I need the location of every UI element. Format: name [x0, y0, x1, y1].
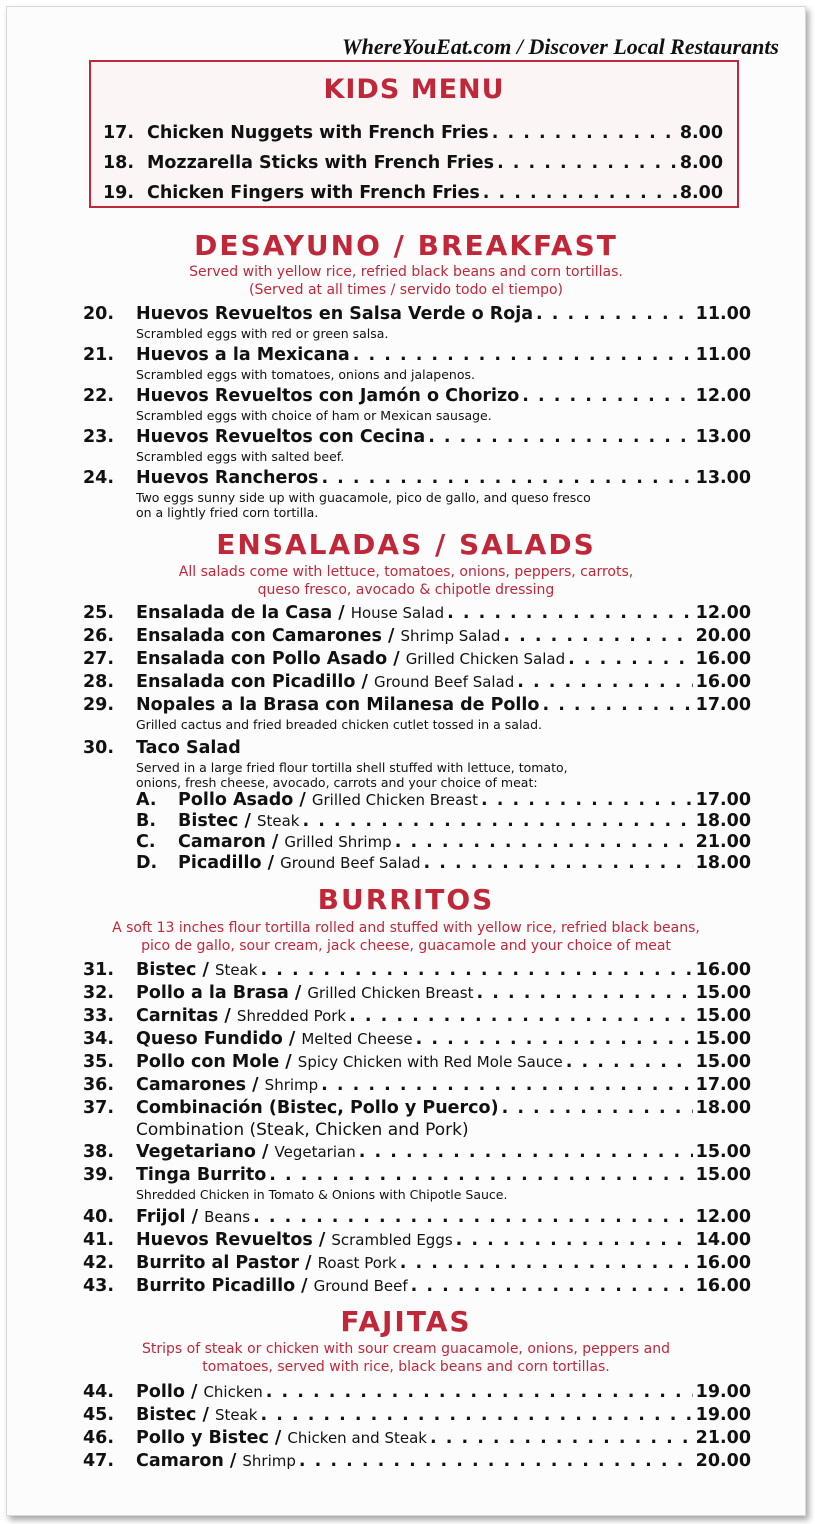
leader-dots [266, 1381, 693, 1404]
option-price: 18.00 [695, 853, 751, 873]
item-description: Scrambled eggs with tomatoes, onions and jalapenos. [136, 367, 475, 382]
item-name-en: House Salad [350, 604, 445, 622]
item-number: 29. [83, 695, 115, 715]
item-name-es: Camarones [136, 1075, 247, 1095]
item-description: onions, fresh cheese, avocado, carrots and your choice of meat: [136, 775, 538, 790]
item-name-en: Shrimp [264, 1076, 319, 1094]
leader-dots [536, 303, 693, 326]
item-number: 17. [103, 123, 135, 143]
menu-page [6, 6, 806, 1516]
item-name: Huevos Revueltos / Scrambled Eggs [136, 1230, 453, 1250]
item-price: 18.00 [695, 1098, 751, 1118]
item-name-es: Ensalada con Camarones [136, 626, 382, 646]
item-name: Pollo y Bistec / Chicken and Steak [136, 1428, 427, 1448]
item-name: Pollo con Mole / Spicy Chicken with Red Mole Sauce [136, 1052, 563, 1072]
item-name-en: Grilled Chicken Breast [307, 984, 474, 1002]
item-price: 19.00 [695, 1405, 751, 1425]
item-name: Combinación (Bistec, Pollo y Puerco) [136, 1098, 499, 1118]
item-name: Tinga Burrito [136, 1165, 267, 1185]
option-price: 18.00 [695, 811, 751, 831]
kids-menu-box [89, 60, 739, 208]
option-name: Camaron / Grilled Shrimp [178, 832, 392, 852]
item-number: 24. [83, 468, 115, 488]
leader-dots [395, 832, 693, 853]
item-number: 28. [83, 672, 115, 692]
menu-item [83, 1450, 751, 1473]
item-name-es: Queso Fundido [136, 1029, 283, 1049]
menu-item [83, 671, 751, 694]
item-price: 16.00 [695, 1276, 751, 1296]
option-name-en: Grilled Chicken Breast [311, 791, 478, 809]
item-description: on a lightly fried corn tortilla. [136, 505, 319, 520]
menu-item [83, 1427, 751, 1450]
item-name: Bistec / Steak [136, 960, 258, 980]
item-price: 12.00 [695, 386, 751, 406]
leader-dots [497, 148, 677, 178]
menu-item [83, 1275, 751, 1298]
leader-dots [481, 790, 693, 811]
kids-menu-items [103, 118, 723, 208]
option-letter: B. [136, 811, 156, 831]
menu-item [83, 426, 751, 467]
taco-option [83, 790, 751, 811]
item-description: Scrambled eggs with choice of ham or Mexican sausage. [136, 408, 492, 423]
fajitas-title: FAJITAS [340, 1305, 472, 1338]
option-name: Picadillo / Ground Beef Salad [178, 853, 421, 873]
item-price: 20.00 [695, 1451, 751, 1471]
item-name: Queso Fundido / Melted Cheese [136, 1029, 413, 1049]
item-number: 43. [83, 1276, 115, 1296]
item-number: 45. [83, 1405, 115, 1425]
menu-item [83, 1028, 751, 1051]
item-price: 16.00 [695, 1253, 751, 1273]
menu-item [83, 385, 751, 426]
item-name: Carnitas / Shredded Pork [136, 1006, 347, 1026]
leader-dots [411, 1275, 693, 1298]
item-price: 12.00 [695, 1207, 751, 1227]
option-letter: D. [136, 853, 158, 873]
item-number: 41. [83, 1230, 115, 1250]
item-name-es: Ensalada de la Casa [136, 603, 333, 623]
leader-dots [400, 1252, 693, 1275]
fajitas-items [83, 1381, 751, 1473]
item-name: Huevos a la Mexicana [136, 345, 350, 365]
burritos-note-line2: pico de gallo, sour cream, jack cheese, guacamole and your choice of meat [141, 938, 671, 954]
item-number: 37. [83, 1098, 115, 1118]
item-name: Bistec / Steak [136, 1405, 258, 1425]
option-letter: A. [136, 790, 157, 810]
menu-item [83, 694, 751, 737]
item-name-es: Bistec [136, 1405, 197, 1425]
menu-item [83, 648, 751, 671]
item-name-en: Shredded Pork [236, 1007, 347, 1025]
item-name: Ensalada con Picadillo / Ground Beef Salad [136, 672, 515, 692]
item-price: 13.00 [695, 427, 751, 447]
menu-item [83, 625, 751, 648]
item-price: 14.00 [695, 1230, 751, 1250]
leader-dots [269, 1164, 692, 1187]
option-letter: C. [136, 832, 156, 852]
item-name-es: Bistec [136, 960, 197, 980]
item-name: Camaron / Shrimp [136, 1451, 296, 1471]
item-name: Vegetariano / Vegetarian [136, 1142, 356, 1162]
item-name: Chicken Fingers with French Fries [147, 183, 480, 203]
item-description: Scrambled eggs with salted beef. [136, 449, 345, 464]
item-name-en: Scrambled Eggs [331, 1231, 453, 1249]
item-number: 33. [83, 1006, 115, 1026]
taco-option [83, 811, 751, 832]
leader-dots [517, 671, 692, 694]
item-name: Ensalada con Camarones / Shrimp Salad [136, 626, 501, 646]
item-number: 42. [83, 1253, 115, 1273]
leader-dots [260, 1404, 692, 1427]
option-name-es: Bistec [178, 811, 239, 831]
item-name-en: Chicken [203, 1383, 263, 1401]
menu-item [83, 1005, 751, 1028]
item-price: 12.00 [695, 603, 751, 623]
item-name-en: Vegetarian [274, 1143, 356, 1161]
menu-item [83, 1051, 751, 1074]
item-description: Scrambled eggs with red or green salsa. [136, 326, 389, 341]
item-number: 35. [83, 1052, 115, 1072]
item-number: 25. [83, 603, 115, 623]
item-price: 15.00 [695, 1029, 751, 1049]
item-name: Huevos Revueltos con Cecina [136, 427, 426, 447]
item-price: 15.00 [695, 1006, 751, 1026]
item-number: 30. [83, 738, 115, 758]
option-name-es: Picadillo [178, 853, 262, 873]
burritos-note-line1: A soft 13 inches flour tortilla rolled and stuffed with yellow rice, refried black beans, [112, 920, 700, 936]
breakfast-items [83, 303, 751, 520]
taco-option [83, 832, 751, 853]
option-name-en: Grilled Shrimp [284, 833, 392, 851]
item-name-en: Roast Pork [317, 1254, 397, 1272]
menu-item [103, 118, 723, 148]
option-name: Bistec / Steak [178, 811, 300, 831]
leader-dots [302, 811, 692, 832]
item-number: 18. [103, 153, 135, 173]
item-price: 8.00 [679, 123, 723, 143]
item-name-es: Vegetariano [136, 1142, 256, 1162]
item-name-es: Burrito al Pastor [136, 1253, 300, 1273]
item-number: 38. [83, 1142, 115, 1162]
menu-item-taco-salad [83, 737, 751, 874]
salads-items [83, 602, 751, 874]
menu-item [83, 1164, 751, 1206]
site-watermark: WhereYouEat.com / Discover Local Restaurants [342, 34, 779, 59]
item-name-es: Camaron [136, 1451, 224, 1471]
item-number: 36. [83, 1075, 115, 1095]
item-name-en: Grilled Chicken Salad [405, 650, 566, 668]
item-name-en: Spicy Chicken with Red Mole Sauce [297, 1053, 563, 1071]
menu-item [83, 303, 751, 344]
item-name-es: Pollo con Mole [136, 1052, 280, 1072]
item-name: Burrito Picadillo / Ground Beef [136, 1276, 408, 1296]
salads-note-line1: All salads come with lettuce, tomatoes, onions, peppers, carrots, [178, 564, 634, 580]
item-price: 16.00 [695, 649, 751, 669]
leader-dots [359, 1141, 693, 1164]
leader-dots [349, 1005, 693, 1028]
item-price: 15.00 [695, 983, 751, 1003]
leader-dots [568, 648, 692, 671]
leader-dots [430, 1427, 693, 1450]
leader-dots [428, 426, 692, 449]
menu-item [83, 602, 751, 625]
salads-title: ENSALADAS / SALADS [216, 528, 596, 561]
menu-item [103, 178, 723, 208]
item-number: 32. [83, 983, 115, 1003]
item-name-en: Ground Beef Salad [373, 673, 515, 691]
item-number: 26. [83, 626, 115, 646]
item-price: 17.00 [695, 1075, 751, 1095]
fajitas-note-line2: tomatoes, served with rice, black beans and corn tortillas. [202, 1359, 610, 1375]
item-number: 39. [83, 1165, 115, 1185]
item-name-es: Pollo a la Brasa [136, 983, 289, 1003]
breakfast-note-line2: (Served at all times / servido todo el tiempo) [248, 282, 563, 298]
burritos-title: BURRITOS [317, 883, 495, 916]
item-name: Pollo a la Brasa / Grilled Chicken Breast [136, 983, 474, 1003]
item-number: 20. [83, 304, 115, 324]
item-price: 19.00 [695, 1382, 751, 1402]
leader-dots [502, 1097, 693, 1120]
menu-item [83, 1141, 751, 1164]
item-price: 15.00 [695, 1142, 751, 1162]
item-number: 22. [83, 386, 115, 406]
option-name-es: Pollo Asado [178, 790, 294, 810]
leader-dots [447, 602, 693, 625]
breakfast-note-line1: Served with yellow rice, refried black beans and corn tortillas. [189, 264, 623, 280]
item-name-es: Frijol [136, 1207, 186, 1227]
item-price: 15.00 [695, 1052, 751, 1072]
breakfast-title: DESAYUNO / BREAKFAST [194, 229, 618, 262]
kids-menu-title: KIDS MENU [323, 74, 505, 105]
item-name: Pollo / Chicken [136, 1382, 263, 1402]
item-price: 8.00 [679, 183, 723, 203]
menu-item [83, 1074, 751, 1097]
menu-item [83, 1404, 751, 1427]
item-number: 27. [83, 649, 115, 669]
item-name: Ensalada con Pollo Asado / Grilled Chicken Salad [136, 649, 566, 669]
leader-dots [522, 385, 692, 408]
item-description: Served in a large fried flour tortilla shell stuffed with lettuce, tomato, [136, 760, 568, 775]
item-price: 11.00 [695, 345, 751, 365]
item-name-es: Carnitas [136, 1006, 219, 1026]
item-number: 23. [83, 427, 115, 447]
item-price: 21.00 [695, 1428, 751, 1448]
option-name-en: Ground Beef Salad [280, 854, 421, 872]
burritos-items [83, 959, 751, 1298]
menu-item [83, 959, 751, 982]
leader-dots [542, 694, 692, 717]
option-name-en: Steak [256, 812, 300, 830]
item-name-es: Pollo y Bistec [136, 1428, 269, 1448]
item-name-en: Steak [214, 1406, 258, 1424]
item-name-es: Pollo [136, 1382, 185, 1402]
leader-dots [503, 625, 692, 648]
option-name-es: Camaron [178, 832, 266, 852]
leader-dots [423, 853, 692, 874]
item-price: 16.00 [695, 672, 751, 692]
leader-dots [483, 178, 677, 208]
item-name-en: Melted Cheese [301, 1030, 413, 1048]
leader-dots [299, 1450, 693, 1473]
item-name: Huevos Revueltos en Salsa Verde o Roja [136, 304, 534, 324]
menu-item [83, 1206, 751, 1229]
item-price: 17.00 [695, 695, 751, 715]
menu-item [83, 1252, 751, 1275]
taco-option [83, 853, 751, 874]
leader-dots [253, 1206, 693, 1229]
item-name-en: Steak [214, 961, 258, 979]
option-price: 17.00 [695, 790, 751, 810]
leader-dots [492, 118, 677, 148]
item-name-en: Beans [204, 1208, 251, 1226]
item-number: 44. [83, 1382, 115, 1402]
menu-item [83, 344, 751, 385]
leader-dots [416, 1028, 693, 1051]
item-name: Huevos Revueltos con Jamón o Chorizo [136, 386, 520, 406]
leader-dots [566, 1051, 693, 1074]
item-number: 21. [83, 345, 115, 365]
item-price: 16.00 [695, 960, 751, 980]
item-name-en: Shrimp [242, 1452, 296, 1470]
item-number: 34. [83, 1029, 115, 1049]
item-name-es: Burrito Picadillo [136, 1276, 296, 1296]
option-price: 21.00 [695, 832, 751, 852]
item-number: 31. [83, 960, 115, 980]
leader-dots [321, 1074, 692, 1097]
item-name-es: Huevos Revueltos [136, 1230, 313, 1250]
item-name-es: Ensalada con Picadillo [136, 672, 356, 692]
salads-note-line2: queso fresco, avocado & chipotle dressing [257, 582, 555, 598]
menu-item [103, 148, 723, 178]
item-price: 11.00 [695, 304, 751, 324]
item-price: 20.00 [695, 626, 751, 646]
item-name-en: Chicken and Steak [287, 1429, 427, 1447]
menu-item [83, 1381, 751, 1404]
item-number: 46. [83, 1428, 115, 1448]
item-description: Shredded Chicken in Tomato & Onions with Chipotle Sauce. [136, 1187, 508, 1202]
item-name: Chicken Nuggets with French Fries [147, 123, 489, 143]
item-name: Nopales a la Brasa con Milanesa de Pollo [136, 695, 540, 715]
item-price: 8.00 [679, 153, 723, 173]
leader-dots [321, 467, 692, 490]
item-name: Taco Salad [136, 738, 241, 758]
item-number: 47. [83, 1451, 115, 1471]
item-description: Grilled cactus and fried breaded chicken cutlet tossed in a salad. [136, 717, 542, 732]
leader-dots [456, 1229, 693, 1252]
item-name: Burrito al Pastor / Roast Pork [136, 1253, 397, 1273]
menu-item [83, 1097, 751, 1141]
item-name-en: Shrimp Salad [400, 627, 501, 645]
item-price: 13.00 [695, 468, 751, 488]
menu-item [83, 1229, 751, 1252]
menu-item [83, 982, 751, 1005]
item-price: 15.00 [695, 1165, 751, 1185]
leader-dots [353, 344, 693, 367]
option-name: Pollo Asado / Grilled Chicken Breast [178, 790, 478, 810]
item-name-en: Combination (Steak, Chicken and Pork) [136, 1120, 469, 1140]
item-name-en: Ground Beef [313, 1277, 408, 1295]
item-number: 40. [83, 1207, 115, 1227]
leader-dots [476, 982, 692, 1005]
item-name: Huevos Rancheros [136, 468, 319, 488]
item-name-es: Ensalada con Pollo Asado [136, 649, 388, 669]
leader-dots [260, 959, 692, 982]
item-name: Mozzarella Sticks with French Fries [147, 153, 495, 173]
item-number: 19. [103, 183, 135, 203]
item-name: Frijol / Beans [136, 1207, 251, 1227]
item-description: Two eggs sunny side up with guacamole, pico de gallo, and queso fresco [136, 490, 591, 505]
menu-item [83, 467, 751, 520]
item-name: Ensalada de la Casa / House Salad [136, 603, 445, 623]
item-name: Camarones / Shrimp [136, 1075, 319, 1095]
fajitas-note-line1: Strips of steak or chicken with sour cream guacamole, onions, peppers and [141, 1341, 671, 1357]
